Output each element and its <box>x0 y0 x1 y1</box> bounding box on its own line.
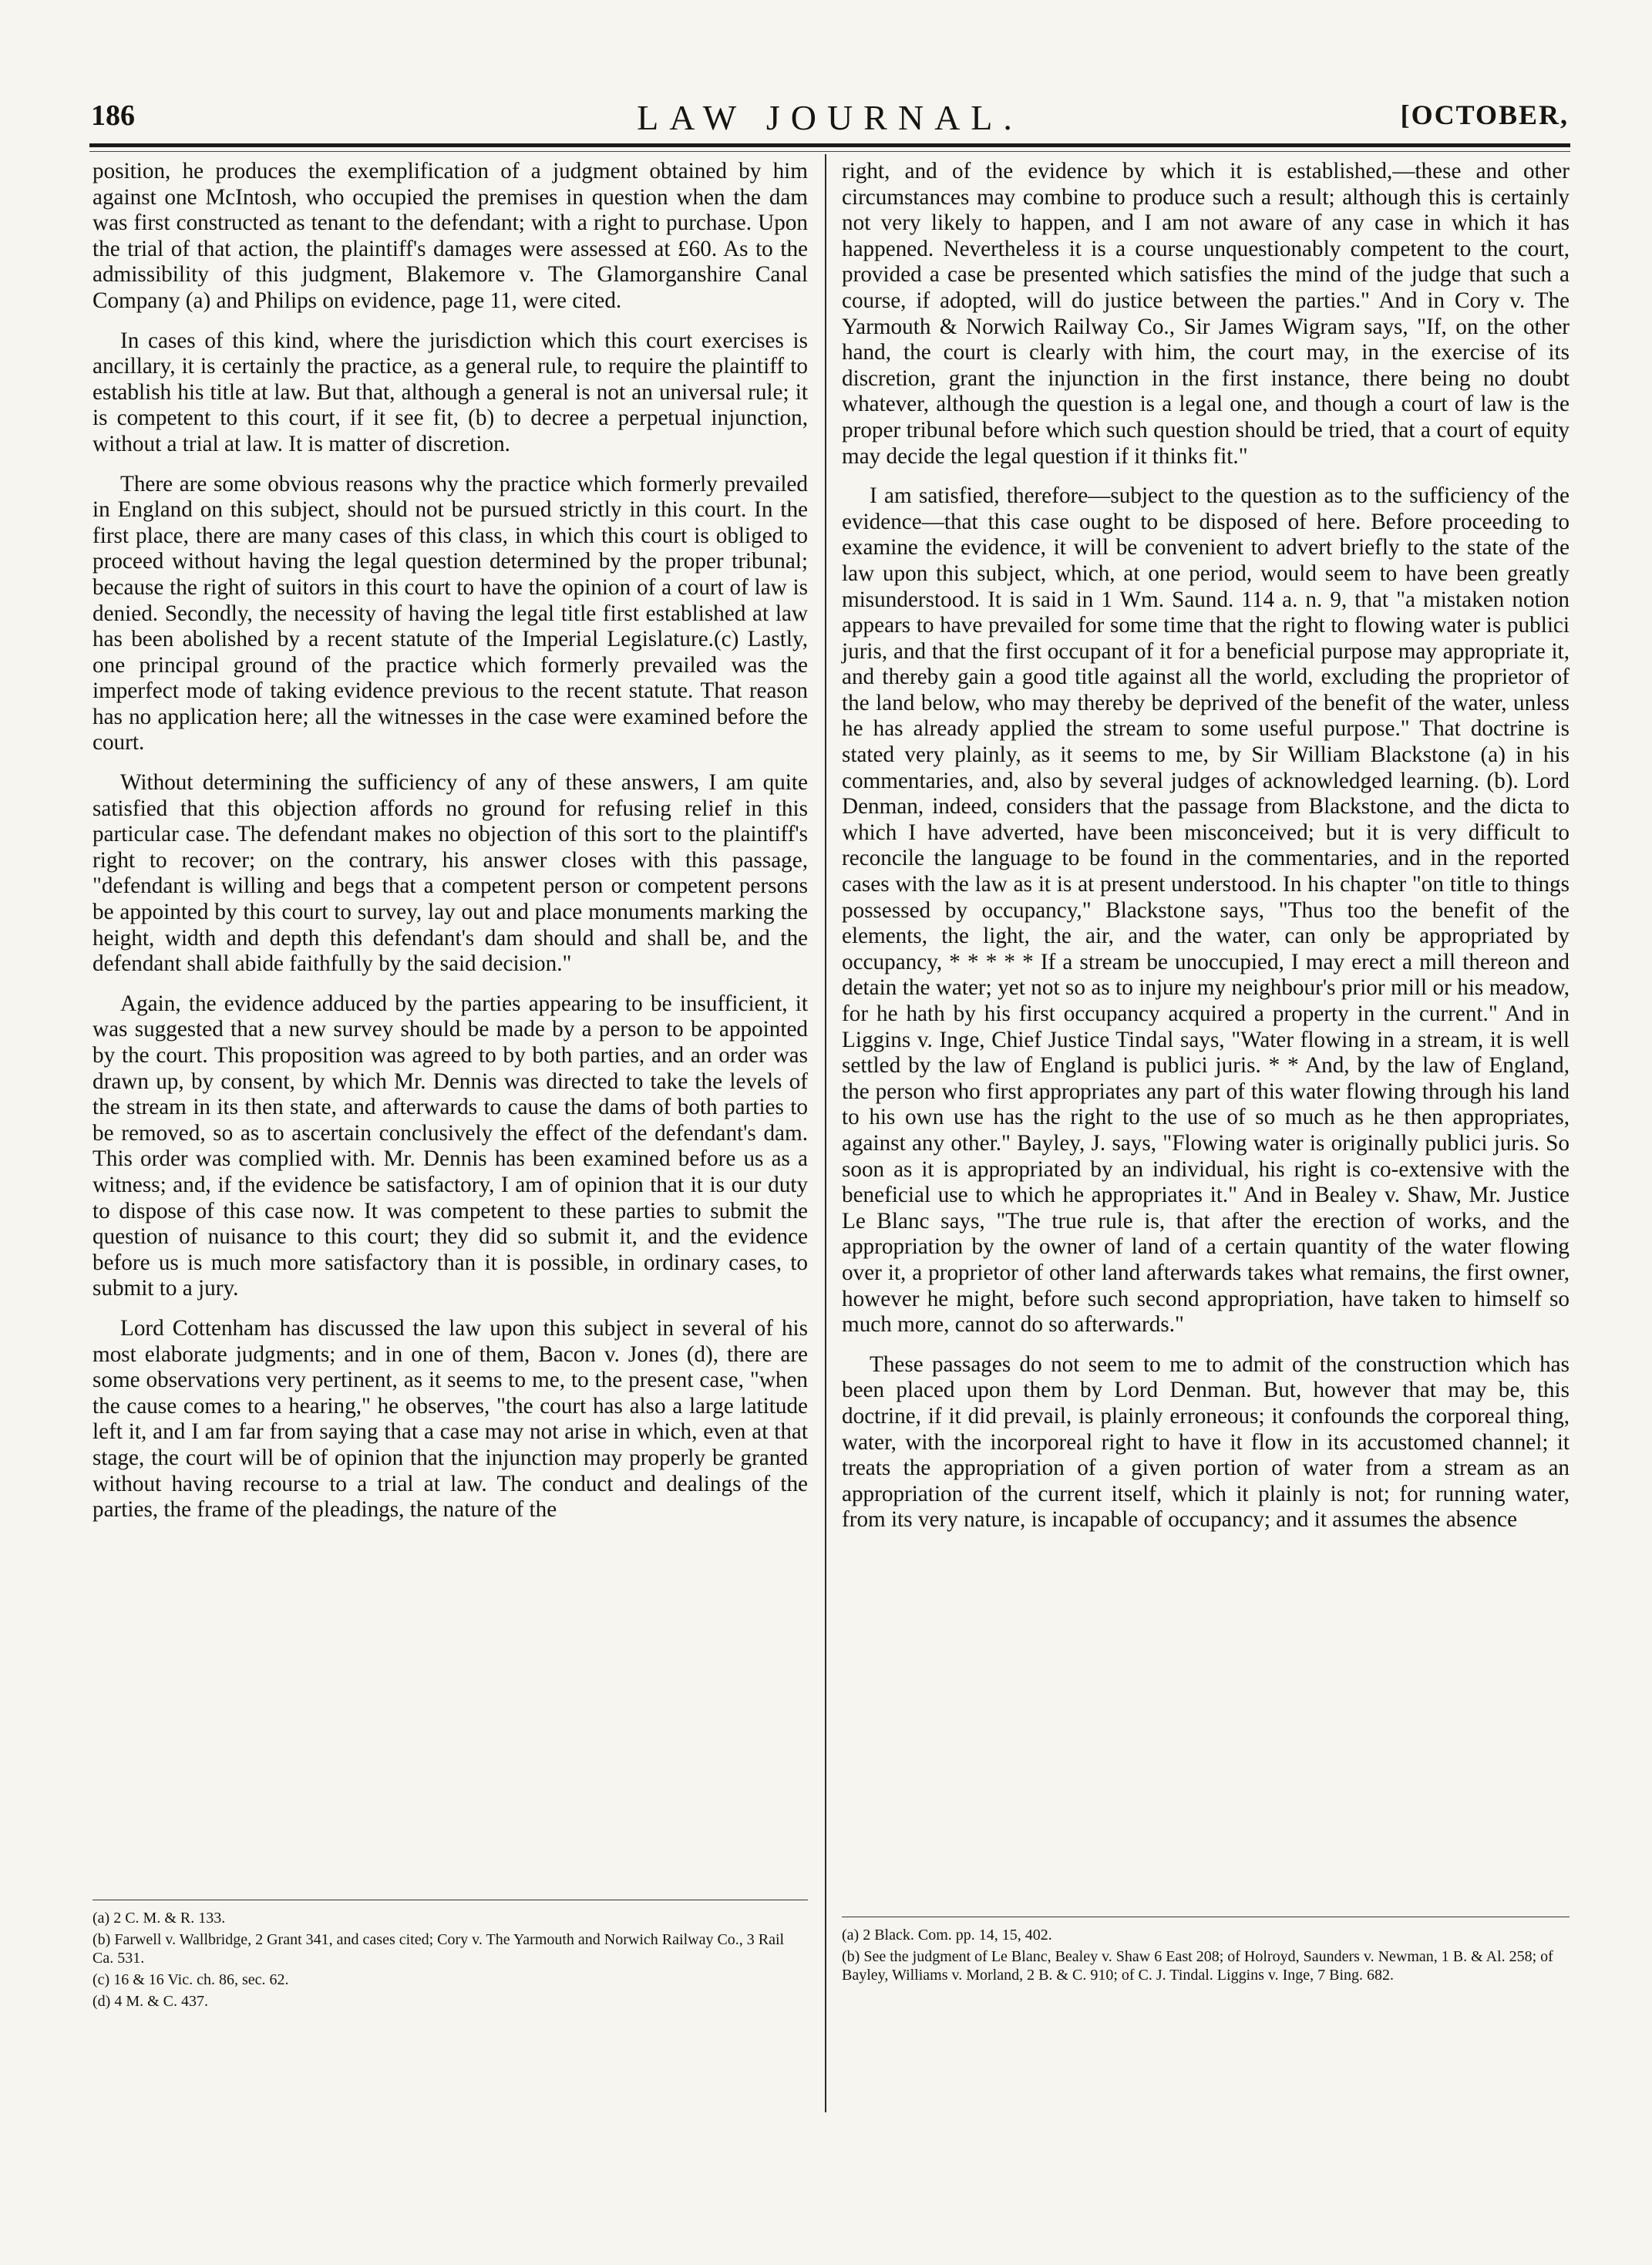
paragraph: Lord Cottenham has discussed the law upon this subject in several of his most elaborate judgments; and in one of them, Bacon v. Jones (d), there are some observations very pertinent, as it seems to me, to the present case, "when the cause comes to a hearing," he observes, "the court has also a large latitude left it, and I am far from saying that a case may not arise in which, even at that stage, the court will be of opinion that the injunction may properly be granted without having recourse to a trial at law. The conduct and dealings of the parties, the frame of the pleadings, the nature of the <box>93 1315 808 1523</box>
paragraph: Again, the evidence adduced by the parties appearing to be insufficient, it was suggested that a new survey should be made by a person to be appointed by the court. This proposition was agreed to by both parties, and an order was drawn up, by consent, by which Mr. Dennis was directed to take the levels of the stream in its then state, and afterwards to cause the dams of both parties to be removed, so as to ascertain conclusively the effect of the defendant's dam. This order was complied with. Mr. Dennis has been examined before us as a witness; and, if the evidence be satisfactory, I am of opinion that it is our duty to dispose of this case now. It was competent to these parties to submit the question of nuisance to this court; they did so submit it, and the evidence before us is much more satisfactory than it is possible, in ordinary cases, to submit to a jury. <box>93 991 808 1301</box>
footnotes-right <box>842 1926 1570 1987</box>
footnote: (c) 16 & 16 Vic. ch. 86, sec. 62. <box>93 1971 289 1988</box>
paragraph: These passages do not seem to me to admit of the construction which has been placed upon them by Lord Denman. But, however that may be, this doctrine, if it did prevail, is plainly erroneous; it confounds the corporeal thing, water, with the incorporeal right to have it flow in its accustomed channel; it treats the appropriation of a given portion of water from a stream as an appropriation of the current itself, which it plainly is not; for running water, from its very nature, is incapable of occupancy; and it assumes the absence <box>842 1351 1570 1533</box>
footnote: (a) 2 Black. Com. pp. 14, 15, 402. <box>842 1927 1052 1944</box>
header-rule <box>89 143 1570 147</box>
paragraph: right, and of the evidence by which it is established,—these and other circumstances may combine to produce such a result; although this is certainly not very likely to happen, and I am not aware of any case in which it has happened. Nevertheless it is a course unquestionably competent to the court, provided a case be presented which satisfies the mind of the judge that such a course, if adopted, will do justice between the parties." And in Cory v. The Yarmouth & Norwich Railway Co., Sir James Wigram says, "If, on the other hand, the court is clearly with him, the court may, in the exercise of its discretion, grant the injunction in the first instance, there being no doubt whatever, although the question is a legal one, and though a court of law is the proper tribunal before which such question should be tried, that a court of equity may decide the legal question if it thinks fit." <box>842 159 1570 469</box>
column-divider <box>825 154 826 2112</box>
paragraph: There are some obvious reasons why the practice which formerly prevailed in England on this subject, should not be pursued strictly in this court. In the first place, there are many cases of this class, in which this court is obliged to proceed without having the legal question determined by the proper tribunal; because the right of suitors in this court to have the opinion of a court of law is denied. Secondly, the necessity of having the legal title first established at law has been abolished by a recent statute of the Imperial Legislature.(c) Lastly, one principal ground of the practice which formerly prevailed was the imperfect mode of taking evidence previous to the recent statute. That reason has no application here; all the witnesses in the case were examined before the court. <box>93 471 808 756</box>
paragraph: In cases of this kind, where the jurisdiction which this court exercises is ancillary, it is certainly the practice, as a general rule, to require the plaintiff to establish his title at law. But that, although a general is not an universal rule; it is competent to this court, if it see fit, (b) to decree a perpetual injunction, without a trial at law. It is matter of discretion. <box>93 328 808 456</box>
paragraph: Without determining the sufficiency of any of these answers, I am quite satisfied that this objection affords no ground for refusing relief in this particular case. The defendant makes no objection of this sort to the plaintiff's right to recover; on the contrary, his answer closes with this passage, "defendant is willing and begs that a competent person or competent persons be appointed by this court to survey, lay out and place monuments marking the height, width and depth this defendant's dam should and shall be, and the defendant shall abide faithfully by the said decision." <box>93 770 808 977</box>
month-label: [OCTOBER, <box>1400 99 1569 130</box>
right-column <box>842 159 1570 1547</box>
paragraph: I am satisfied, therefore—subject to the question as to the sufficiency of the evidence—that this case ought to be disposed of here. Before proceeding to examine the evidence, it will be convenient to advert briefly to the state of the law upon this subject, which, at one period, would seem to have been greatly misunderstood. It is said in 1 Wm. Saund. 114 a. n. 9, that "a mistaken notion appears to have prevailed for some time that the right to flowing water is publici juris, and that the first occupant of it for a beneficial purpose may appropriate it, and thereby gain a good title against all the world, excluding the proprietor of the land below, who may thereby be deprived of the benefit of the water, unless he has already applied the stream to some useful purpose." That doctrine is stated very plainly, as it seems to me, by Sir William Blackstone (a) in his commentaries, and, also by several judges of acknowledged learning. (b). Lord Denman, indeed, considers that the passage from Blackstone, and the dicta to which I have adverted, have been misconceived; but it is very difficult to reconcile the language to be found in the commentaries, and in the reported cases with the law as it is at present understood. In his chapter "on title to things possessed by occupancy," Blackstone says, "Thus too the benefit of the elements, the light, the air, and the water, can only be appropriated by occupancy, * * * * * If a stream be unoccupied, I may erect a mill thereon and detain the water; yet not so as to injure my neighbour's prior mill or his meadow, for he hath by his first occupancy acquired a property in the current." And in Liggins v. Inge, Chief Justice Tindal says, "Water flowing in a stream, it is well settled by the law of England is publici juris. * * And, by the law of England, the person who first appropriates any part of this water flowing through his land to his own use has the right to the use of so much as he then appropriates, against any other." Bayley, J. says, "Flowing water is originally publici juris. So soon as it is appropriated by an individual, his right is co-extensive with the beneficial use to which he appropriates it." And in Bealey v. Shaw, Mr. Justice Le Blanc says, "The true rule is, that after the erection of works, and the appropriation by the owner of land of a certain quantity of the water flowing over it, a proprietor of other land afterwards takes what remains, the first owner, however he might, before such second appropriation, have taken to himself so much more, cannot do so afterwards." <box>842 483 1570 1338</box>
footnote: (b) Farwell v. Wallbridge, 2 Grant 341, and cases cited; Cory v. The Yarmouth and Norwich Railway Co., 3 Rail Ca. 531. <box>93 1931 785 1967</box>
footnote: (a) 2 C. M. & R. 133. <box>93 1910 226 1927</box>
left-column <box>93 159 808 1537</box>
page-header <box>91 93 1569 146</box>
footnotes-left <box>93 1909 808 2014</box>
page-number: 186 <box>91 99 135 132</box>
header-rule-thin <box>89 151 1570 152</box>
footnote: (b) See the judgment of Le Blanc, Bealey v. Shaw 6 East 208; of Holroyd, Saunders v. Newman, 1 B. & Al. 258; of Bayley, Williams v. Morland, 2 B. & C. 910; of C. J. Tindal. Liggins v. Inge, 7 Bing. 682. <box>842 1948 1553 1984</box>
footnote: (d) 4 M. & C. 437. <box>93 1993 208 2010</box>
running-title: LAW JOURNAL. <box>637 98 1023 137</box>
paragraph: position, he produces the exemplification of a judgment obtained by him against one McIntosh, who occupied the premises in question when the dam was first constructed as tenant to the defendant; with a right to purchase. Upon the trial of that action, the plaintiff's damages were assessed at £60. As to the admissibility of this judgment, Blakemore v. The Glamorganshire Canal Company (a) and Philips on evidence, page 11, were cited. <box>93 159 808 313</box>
